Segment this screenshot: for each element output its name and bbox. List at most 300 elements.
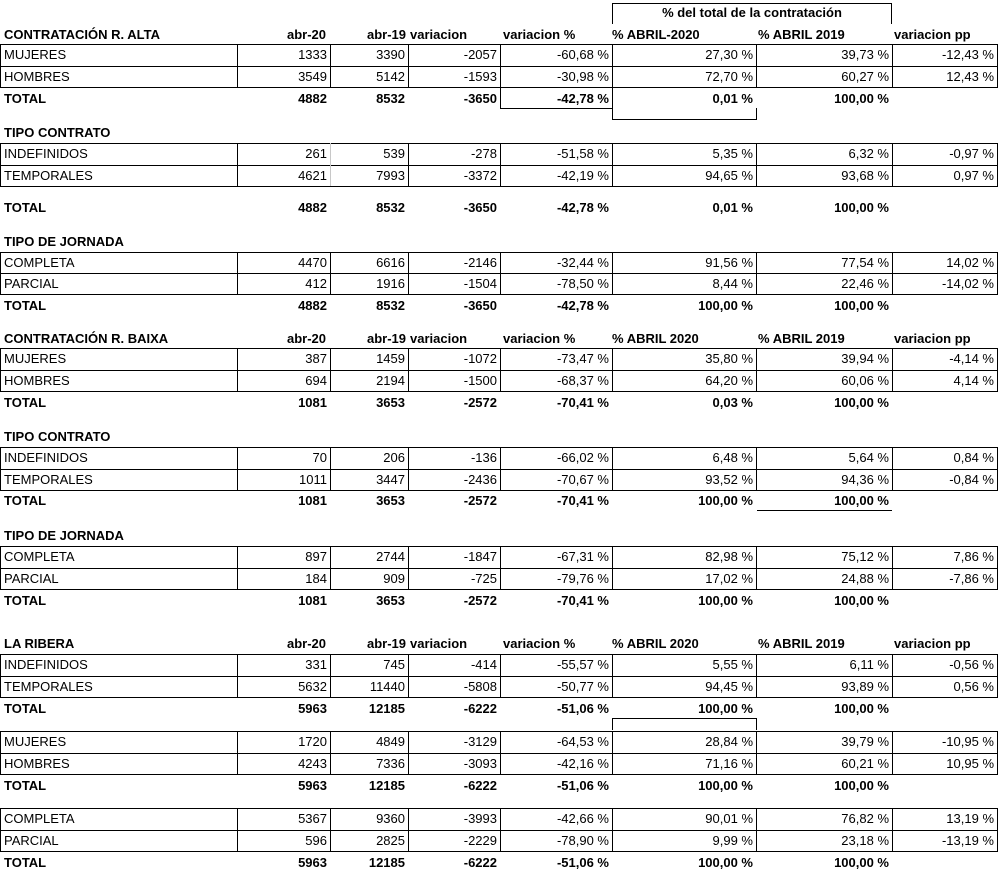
data-cell[interactable]: -51,58 % xyxy=(556,146,609,161)
grid-line xyxy=(612,718,756,719)
data-cell[interactable]: 17,02 % xyxy=(705,571,753,586)
column-header[interactable]: variacion pp xyxy=(894,331,971,346)
data-cell[interactable]: 694 xyxy=(305,373,327,388)
total-cell[interactable]: -2572 xyxy=(463,593,497,608)
grid-line xyxy=(0,546,1,589)
row-label-cell[interactable]: PARCIAL xyxy=(4,571,59,586)
total-cell[interactable]: 100,00 % xyxy=(834,593,889,608)
data-cell[interactable]: -3372 xyxy=(463,168,497,183)
data-cell[interactable]: 93,68 % xyxy=(841,168,889,183)
data-cell[interactable]: 39,94 % xyxy=(841,351,889,366)
data-cell[interactable]: -3129 xyxy=(463,734,497,749)
data-cell[interactable]: 0,84 % xyxy=(953,450,994,465)
total-cell[interactable]: -3650 xyxy=(463,200,497,215)
merged-header-cell[interactable]: % del total de la contratación xyxy=(662,5,842,20)
data-cell[interactable]: 6,48 % xyxy=(712,450,753,465)
total-cell[interactable]: 5963 xyxy=(298,778,327,793)
data-cell[interactable]: 2825 xyxy=(376,833,405,848)
data-cell[interactable]: -30,98 % xyxy=(556,69,609,84)
data-cell[interactable]: 60,27 % xyxy=(841,69,889,84)
section-title[interactable]: CONTRATACIÓN R. BAIXA xyxy=(4,331,169,346)
data-cell[interactable]: 82,98 % xyxy=(705,549,753,564)
total-cell[interactable]: 4882 xyxy=(298,200,327,215)
row-label-cell[interactable]: MUJERES xyxy=(4,351,67,366)
grid-line xyxy=(892,808,893,851)
data-cell[interactable]: 64,20 % xyxy=(705,373,753,388)
total-cell[interactable]: -51,06 % xyxy=(556,855,609,870)
column-header[interactable]: abr-20 xyxy=(287,636,327,651)
grid-line xyxy=(500,252,501,294)
data-cell[interactable]: 60,06 % xyxy=(841,373,889,388)
grid-line xyxy=(612,546,613,589)
data-cell[interactable]: 5,64 % xyxy=(848,450,889,465)
data-cell[interactable]: 12,43 % xyxy=(946,69,994,84)
data-cell[interactable]: 4243 xyxy=(298,756,327,771)
total-cell[interactable]: 5963 xyxy=(298,701,327,716)
grid-line xyxy=(500,88,501,108)
data-cell[interactable]: -0,97 % xyxy=(949,146,994,161)
grid-line xyxy=(612,119,756,120)
total-cell[interactable]: 3653 xyxy=(376,395,405,410)
grid-line xyxy=(500,108,612,109)
section-title[interactable]: CONTRATACIÓN R. ALTA xyxy=(4,27,160,42)
data-cell[interactable]: 7993 xyxy=(376,168,405,183)
data-cell[interactable]: 412 xyxy=(305,276,327,291)
grid-line xyxy=(756,143,757,186)
data-cell[interactable]: -5808 xyxy=(463,679,497,694)
data-cell[interactable]: 4849 xyxy=(376,734,405,749)
total-cell[interactable]: -42,78 % xyxy=(556,91,609,106)
data-cell[interactable]: 1011 xyxy=(299,472,327,487)
row-label-cell[interactable]: HOMBRES xyxy=(4,373,70,388)
grid-line xyxy=(237,731,238,774)
grid-line xyxy=(756,252,757,294)
grid-line xyxy=(500,546,501,589)
data-cell[interactable]: 9360 xyxy=(376,811,405,826)
column-header[interactable]: % ABRIL 2019 xyxy=(758,636,845,651)
total-cell[interactable]: 100,00 % xyxy=(698,855,753,870)
column-header[interactable]: % ABRIL 2020 xyxy=(612,636,699,651)
grid-line xyxy=(500,731,501,774)
data-cell[interactable]: 71,16 % xyxy=(705,756,753,771)
total-cell[interactable]: 4882 xyxy=(298,298,327,313)
data-cell[interactable]: 94,65 % xyxy=(705,168,753,183)
grid-line xyxy=(0,447,1,490)
total-cell[interactable]: 100,00 % xyxy=(834,778,889,793)
data-cell[interactable]: 4470 xyxy=(298,255,327,270)
grid-line xyxy=(330,252,331,294)
data-cell[interactable]: 596 xyxy=(305,833,327,848)
total-cell[interactable]: -3650 xyxy=(463,298,497,313)
data-cell[interactable]: 90,01 % xyxy=(705,811,753,826)
data-cell[interactable]: -725 xyxy=(470,571,497,586)
total-cell[interactable]: 1081 xyxy=(298,395,327,410)
data-cell[interactable]: -78,90 % xyxy=(556,833,609,848)
data-cell[interactable]: 1720 xyxy=(298,734,327,749)
data-cell[interactable]: -1504 xyxy=(463,276,497,291)
total-cell[interactable]: -2572 xyxy=(463,493,497,508)
data-cell[interactable]: 2194 xyxy=(376,373,405,388)
data-cell[interactable]: 745 xyxy=(383,657,405,672)
row-label-cell[interactable]: COMPLETA xyxy=(4,549,75,564)
data-cell[interactable]: 39,73 % xyxy=(841,47,889,62)
total-cell[interactable]: 100,00 % xyxy=(834,91,889,106)
total-cell[interactable]: -51,06 % xyxy=(556,701,609,716)
column-header[interactable]: variacion % xyxy=(503,27,576,42)
grid-line xyxy=(0,66,998,67)
total-cell[interactable]: 100,00 % xyxy=(834,855,889,870)
data-cell[interactable]: 75,12 % xyxy=(841,549,889,564)
total-cell[interactable]: 4882 xyxy=(298,91,327,106)
data-cell[interactable]: 93,52 % xyxy=(705,472,753,487)
total-cell[interactable]: -6222 xyxy=(463,778,497,793)
data-cell[interactable]: -42,16 % xyxy=(556,756,609,771)
column-header[interactable]: variacion % xyxy=(503,331,576,346)
total-label-cell[interactable]: TOTAL xyxy=(4,855,47,870)
grid-line xyxy=(408,143,409,186)
grid-line xyxy=(237,654,238,697)
data-cell[interactable]: 60,21 % xyxy=(841,756,889,771)
total-label-cell[interactable]: TOTAL xyxy=(4,91,47,106)
grid-line xyxy=(0,568,998,569)
grid-line xyxy=(0,252,998,253)
grid-line xyxy=(0,447,998,448)
grid-line xyxy=(0,808,1,851)
data-cell[interactable]: -13,19 % xyxy=(941,833,994,848)
total-cell[interactable]: 5963 xyxy=(298,855,327,870)
data-cell[interactable]: 10,95 % xyxy=(946,756,994,771)
data-cell[interactable]: -278 xyxy=(470,146,497,161)
total-cell[interactable]: -70,41 % xyxy=(556,395,609,410)
total-cell[interactable]: 100,00 % xyxy=(834,200,889,215)
data-cell[interactable]: 387 xyxy=(305,351,327,366)
grid-line xyxy=(612,252,613,294)
total-label-cell[interactable]: TOTAL xyxy=(4,200,47,215)
grid-line xyxy=(408,252,409,294)
data-cell[interactable]: 5142 xyxy=(376,69,405,84)
data-cell[interactable]: -50,77 % xyxy=(556,679,609,694)
column-header[interactable]: abr-20 xyxy=(287,27,327,42)
data-cell[interactable]: -67,31 % xyxy=(556,549,609,564)
data-cell[interactable]: 4621 xyxy=(298,168,327,183)
grid-line xyxy=(0,469,998,470)
data-cell[interactable]: -78,50 % xyxy=(556,276,609,291)
row-label-cell[interactable]: COMPLETA xyxy=(4,255,75,270)
grid-line xyxy=(237,348,238,391)
total-label-cell[interactable]: TOTAL xyxy=(4,493,47,508)
total-cell[interactable]: 12185 xyxy=(368,701,405,716)
total-cell[interactable]: 3653 xyxy=(376,593,405,608)
grid-line xyxy=(408,546,409,589)
data-cell[interactable]: 3390 xyxy=(376,47,405,62)
grid-line xyxy=(997,654,998,697)
total-cell[interactable]: -51,06 % xyxy=(556,778,609,793)
data-cell[interactable]: 261 xyxy=(305,146,327,161)
column-header[interactable]: variacion % xyxy=(503,636,576,651)
column-header[interactable]: variacion pp xyxy=(894,636,971,651)
data-cell[interactable]: 4,14 % xyxy=(953,373,994,388)
row-label-cell[interactable]: INDEFINIDOS xyxy=(4,657,88,672)
total-cell[interactable]: 100,00 % xyxy=(698,778,753,793)
column-header[interactable]: abr-19 xyxy=(367,27,407,42)
section-title[interactable]: TIPO DE JORNADA xyxy=(4,234,124,249)
grid-line xyxy=(500,143,501,186)
total-label-cell[interactable]: TOTAL xyxy=(4,701,47,716)
data-cell[interactable]: 897 xyxy=(305,549,327,564)
total-cell[interactable]: 100,00 % xyxy=(834,395,889,410)
data-cell[interactable]: 7336 xyxy=(376,756,405,771)
grid-line xyxy=(0,753,998,754)
row-label-cell[interactable]: COMPLETA xyxy=(4,811,75,826)
data-cell[interactable]: -12,43 % xyxy=(941,47,994,62)
grid-line xyxy=(997,44,998,87)
data-cell[interactable]: 39,79 % xyxy=(841,734,889,749)
data-cell[interactable]: -0,56 % xyxy=(949,657,994,672)
data-cell[interactable]: 13,19 % xyxy=(946,811,994,826)
section-title[interactable]: TIPO CONTRATO xyxy=(4,125,111,140)
data-cell[interactable]: 184 xyxy=(305,571,327,586)
data-cell[interactable]: -2229 xyxy=(463,833,497,848)
total-cell[interactable]: -70,41 % xyxy=(556,593,609,608)
data-cell[interactable]: 1333 xyxy=(298,47,327,62)
total-cell[interactable]: -70,41 % xyxy=(556,493,609,508)
total-label-cell[interactable]: TOTAL xyxy=(4,395,47,410)
data-cell[interactable]: -14,02 % xyxy=(941,276,994,291)
grid-line xyxy=(756,546,757,589)
data-cell[interactable]: -0,84 % xyxy=(949,472,994,487)
total-cell[interactable]: 8532 xyxy=(376,200,405,215)
grid-line xyxy=(997,252,998,294)
total-cell[interactable]: 8532 xyxy=(376,91,405,106)
row-label-cell[interactable]: MUJERES xyxy=(4,47,67,62)
data-cell[interactable]: -42,66 % xyxy=(556,811,609,826)
grid-line xyxy=(892,44,893,87)
grid-line xyxy=(0,830,998,831)
data-cell[interactable]: -3093 xyxy=(463,756,497,771)
data-cell[interactable]: -2057 xyxy=(463,47,497,62)
grid-line xyxy=(500,447,501,490)
grid-line xyxy=(997,808,998,851)
data-cell[interactable]: -136 xyxy=(470,450,497,465)
data-cell[interactable]: 72,70 % xyxy=(705,69,753,84)
total-cell[interactable]: 12185 xyxy=(368,778,405,793)
row-label-cell[interactable]: INDEFINIDOS xyxy=(4,146,88,161)
data-cell[interactable]: 11440 xyxy=(369,679,405,694)
data-cell[interactable]: -64,53 % xyxy=(556,734,609,749)
data-cell[interactable]: -7,86 % xyxy=(949,571,994,586)
data-cell[interactable]: -79,76 % xyxy=(556,571,609,586)
grid-line xyxy=(0,731,1,774)
data-cell[interactable]: 331 xyxy=(305,657,327,672)
grid-line xyxy=(330,808,331,851)
data-cell[interactable]: -73,47 % xyxy=(556,351,609,366)
total-cell[interactable]: -42,78 % xyxy=(556,200,609,215)
column-header[interactable]: variacion pp xyxy=(894,27,971,42)
data-cell[interactable]: 6,32 % xyxy=(848,146,889,161)
total-cell[interactable]: 100,00 % xyxy=(834,298,889,313)
data-cell[interactable]: -68,37 % xyxy=(556,373,609,388)
data-cell[interactable]: 77,54 % xyxy=(841,255,889,270)
data-cell[interactable]: 23,18 % xyxy=(841,833,889,848)
data-cell[interactable]: 8,44 % xyxy=(712,276,753,291)
data-cell[interactable]: 7,86 % xyxy=(953,549,994,564)
data-cell[interactable]: -66,02 % xyxy=(556,450,609,465)
data-cell[interactable]: 2744 xyxy=(376,549,405,564)
column-header[interactable]: % ABRIL 2019 xyxy=(758,331,845,346)
total-cell[interactable]: 0,03 % xyxy=(712,395,753,410)
grid-line xyxy=(0,165,998,166)
grid-line xyxy=(237,252,238,294)
total-cell[interactable]: 100,00 % xyxy=(698,701,753,716)
row-label-cell[interactable]: HOMBRES xyxy=(4,756,70,771)
column-header[interactable]: variacion xyxy=(410,331,468,346)
data-cell[interactable]: 5,55 % xyxy=(712,657,753,672)
data-cell[interactable]: 70 xyxy=(312,450,327,465)
grid-line xyxy=(408,731,409,774)
total-label-cell[interactable]: TOTAL xyxy=(4,778,47,793)
grid-line xyxy=(997,447,998,490)
grid-line xyxy=(612,654,613,697)
total-cell[interactable]: -6222 xyxy=(463,855,497,870)
column-header[interactable]: variacion xyxy=(410,636,468,651)
data-cell[interactable]: -1500 xyxy=(463,373,497,388)
data-cell[interactable]: 76,82 % xyxy=(841,811,889,826)
grid-line xyxy=(0,654,1,697)
total-cell[interactable]: 8532 xyxy=(376,298,405,313)
section-title[interactable]: TIPO CONTRATO xyxy=(4,429,111,444)
data-cell[interactable]: 3447 xyxy=(376,472,405,487)
data-cell[interactable]: 94,36 % xyxy=(841,472,889,487)
row-label-cell[interactable]: TEMPORALES xyxy=(4,679,93,694)
grid-line xyxy=(892,348,893,391)
section-title[interactable]: LA RIBERA xyxy=(4,636,75,651)
data-cell[interactable]: 6,11 % xyxy=(849,657,889,672)
column-header[interactable]: abr-20 xyxy=(287,331,327,346)
row-label-cell[interactable]: MUJERES xyxy=(4,734,67,749)
grid-line xyxy=(892,252,893,294)
data-cell[interactable]: 35,80 % xyxy=(705,351,753,366)
grid-line xyxy=(756,718,757,730)
data-cell[interactable]: 5367 xyxy=(298,811,327,826)
section-title[interactable]: TIPO DE JORNADA xyxy=(4,528,124,543)
data-cell[interactable]: 0,97 % xyxy=(953,168,994,183)
grid-line xyxy=(612,808,613,851)
column-header[interactable]: abr-19 xyxy=(367,331,407,346)
data-cell[interactable]: 909 xyxy=(383,571,405,586)
total-label-cell[interactable]: TOTAL xyxy=(4,298,47,313)
data-cell[interactable]: 91,56 % xyxy=(705,255,753,270)
row-label-cell[interactable]: TEMPORALES xyxy=(4,168,93,183)
total-cell[interactable]: 1081 xyxy=(298,493,327,508)
grid-line xyxy=(408,808,409,851)
grid-line xyxy=(330,44,331,87)
total-cell[interactable]: -42,78 % xyxy=(556,298,609,313)
total-cell[interactable]: 100,00 % xyxy=(834,493,889,508)
grid-line xyxy=(0,348,1,391)
data-cell[interactable]: -3993 xyxy=(463,811,497,826)
data-cell[interactable]: 94,45 % xyxy=(705,679,753,694)
data-cell[interactable]: 1916 xyxy=(376,276,405,291)
grid-line xyxy=(500,44,501,87)
data-cell[interactable]: 3549 xyxy=(298,69,327,84)
data-cell[interactable]: 5632 xyxy=(298,679,327,694)
total-label-cell[interactable]: TOTAL xyxy=(4,593,47,608)
data-cell[interactable]: -2146 xyxy=(463,255,497,270)
data-cell[interactable]: -10,95 % xyxy=(941,734,994,749)
data-cell[interactable]: 9,99 % xyxy=(712,833,753,848)
data-cell[interactable]: 14,02 % xyxy=(946,255,994,270)
data-cell[interactable]: -2436 xyxy=(463,472,497,487)
data-cell[interactable]: 93,89 % xyxy=(841,679,889,694)
row-label-cell[interactable]: TEMPORALES xyxy=(4,472,93,487)
total-cell[interactable]: 1081 xyxy=(298,593,327,608)
column-header[interactable]: abr-19 xyxy=(367,636,407,651)
total-cell[interactable]: 100,00 % xyxy=(698,593,753,608)
grid-line xyxy=(237,447,238,490)
row-label-cell[interactable]: PARCIAL xyxy=(4,833,59,848)
total-cell[interactable]: 12185 xyxy=(368,855,405,870)
grid-line xyxy=(330,143,331,186)
grid-line xyxy=(408,447,409,490)
data-cell[interactable]: 1459 xyxy=(376,351,405,366)
row-label-cell[interactable]: HOMBRES xyxy=(4,69,70,84)
total-cell[interactable]: -3650 xyxy=(463,91,497,106)
data-cell[interactable]: -42,19 % xyxy=(556,168,609,183)
grid-line xyxy=(408,348,409,391)
total-cell[interactable]: 100,00 % xyxy=(834,701,889,716)
data-cell[interactable]: 27,30 % xyxy=(705,47,753,62)
data-cell[interactable]: -70,67 % xyxy=(556,472,609,487)
total-cell[interactable]: -2572 xyxy=(463,395,497,410)
total-cell[interactable]: -6222 xyxy=(463,701,497,716)
column-header[interactable]: % ABRIL-2020 xyxy=(612,27,700,42)
grid-line xyxy=(408,654,409,697)
data-cell[interactable]: 206 xyxy=(383,450,405,465)
grid-line xyxy=(997,348,998,391)
data-cell[interactable]: -32,44 % xyxy=(556,255,609,270)
total-cell[interactable]: 0,01 % xyxy=(712,91,753,106)
data-cell[interactable]: -55,57 % xyxy=(556,657,609,672)
data-cell[interactable]: 28,84 % xyxy=(705,734,753,749)
data-cell[interactable]: -1593 xyxy=(463,69,497,84)
data-cell[interactable]: 0,56 % xyxy=(953,679,994,694)
column-header[interactable]: % ABRIL 2020 xyxy=(612,331,699,346)
data-cell[interactable]: -1072 xyxy=(463,351,497,366)
column-header[interactable]: variacion xyxy=(410,27,468,42)
total-cell[interactable]: 3653 xyxy=(376,493,405,508)
grid-line xyxy=(757,510,892,511)
data-cell[interactable]: 6616 xyxy=(376,255,405,270)
grid-line xyxy=(0,654,998,655)
grid-line xyxy=(892,143,893,186)
data-cell[interactable]: 539 xyxy=(383,146,405,161)
data-cell[interactable]: 5,35 % xyxy=(712,146,753,161)
data-cell[interactable]: 22,46 % xyxy=(841,276,889,291)
data-cell[interactable]: -4,14 % xyxy=(949,351,994,366)
total-cell[interactable]: 100,00 % xyxy=(698,298,753,313)
data-cell[interactable]: -60,68 % xyxy=(556,47,609,62)
row-label-cell[interactable]: PARCIAL xyxy=(4,276,59,291)
row-label-cell[interactable]: INDEFINIDOS xyxy=(4,450,88,465)
grid-line xyxy=(408,44,409,87)
total-cell[interactable]: 100,00 % xyxy=(698,493,753,508)
column-header[interactable]: % ABRIL 2019 xyxy=(758,27,845,42)
total-cell[interactable]: 0,01 % xyxy=(712,200,753,215)
data-cell[interactable]: 24,88 % xyxy=(841,571,889,586)
data-cell[interactable]: -1847 xyxy=(463,549,497,564)
data-cell[interactable]: -414 xyxy=(470,657,497,672)
grid-line xyxy=(612,44,613,87)
